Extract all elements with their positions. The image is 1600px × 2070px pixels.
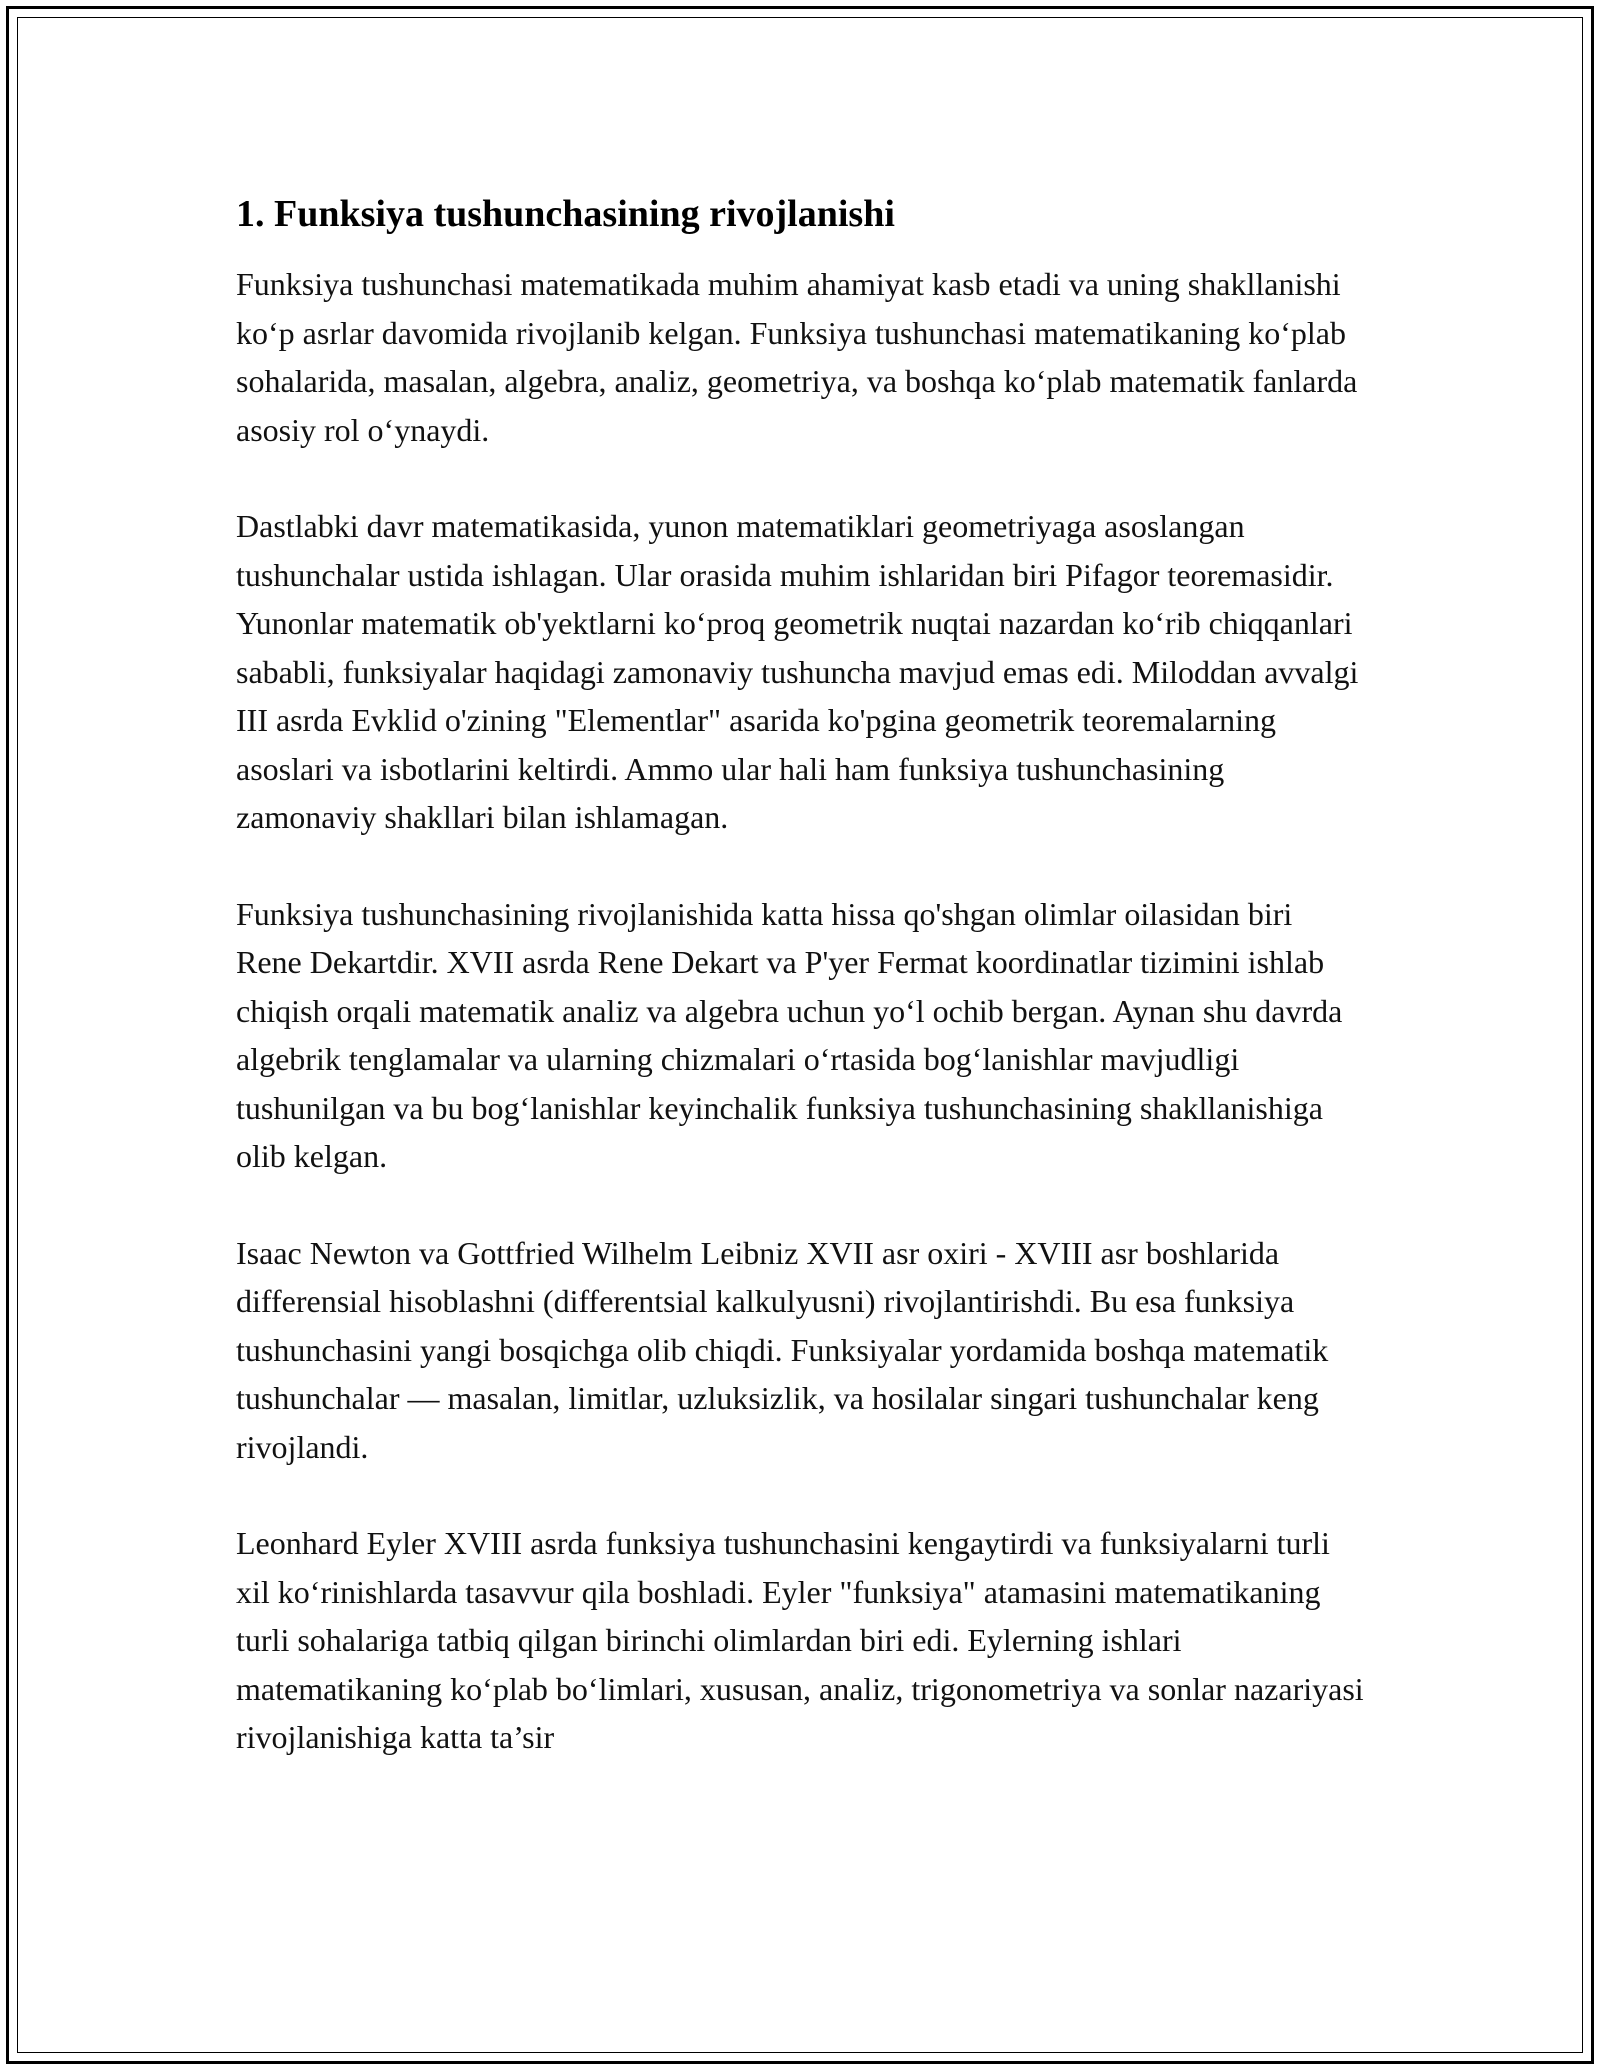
paragraph-4: Isaac Newton va Gottfried Wilhelm Leibniz XVII asr oxiri - XVIII asr boshlarida differensial hisoblashni (differentsial kalkulyusni) rivojlantirishdi. Bu esa funksiya tushunchasini yangi bosqichga olib chiqdi. Funksiyalar yordamida boshqa matematik tushunchalar — masalan, limitlar, uzluksizlik, va hosilalar singari tushunchalar keng rivojlandi. xyxy=(236,1234,1329,1465)
paragraph-5: Leonhard Eyler XVIII asrda funksiya tushunchasini kengaytirdi va funksiyalarni turli xil ko‘rinishlarda tasavvur qila boshladi. Eyler "funksiya" atamasini matematikaning turli sohalariga tatbiq qilgan birinchi olimlardan biri edi. Eylerning ishlari matematikaning ko‘plab bo‘limlari, xususan, analiz, trigonometriya va sonlar nazariyasi rivojlanishiga katta ta’sir xyxy=(236,1525,1364,1755)
paragraph-1: Funksiya tushunchasi matematikada muhim ahamiyat kasb etadi va uning shakllanishi ko‘p asrlar davomida rivojlanib kelgan. Funksiya tushunchasi matematikaning ko‘plab sohalarida, masalan, algebra, analiz, geometriya, va boshqa ko‘plab matematik fanlarda asosiy rol o‘ynaydi. xyxy=(236,266,1358,448)
paragraph-3: Funksiya tushunchasining rivojlanishida katta hissa qo'shgan olimlar oilasidan biri Rene Dekartdir. XVII asrda Rene Dekart va P'yer Fermat koordinatlar tizimini ishlab chiqish orqali matematik analiz va algebra uchun yo‘l ochib bergan. Aynan shu davrda algebrik tenglamalar va ularning chizmalari o‘rtasida bog‘lanishlar mavjudligi tushunilgan va bu bog‘lanishlar keyinchalik funksiya tushunchasining shakllanishiga olib kelgan. xyxy=(236,895,1343,1174)
section-heading: 1. Funksiya tushunchasining rivojlanishi xyxy=(236,193,895,235)
paragraph-2: Dastlabki davr matematikasida, yunon matematiklari geometriyaga asoslangan tushunchalar ustida ishlagan. Ular orasida muhim ishlaridan biri Pifagor teoremasidir. Yunonlar matematik ob'yektlarni ko‘proq geometrik nuqtai nazardan ko‘rib chiqqanlari sababli, funksiyalar haqidagi zamonaviy tushuncha mavjud emas edi. Miloddan avvalgi III asrda Evklid o'zining "Elementlar" asarida ko'pgina geometrik teoremalarning asoslari va isbotlarini keltirdi. Ammo ular hali ham funksiya tushunchasining zamonaviy shakllari bilan ishlamagan. xyxy=(236,508,1359,835)
document-body xyxy=(236,190,1366,1810)
